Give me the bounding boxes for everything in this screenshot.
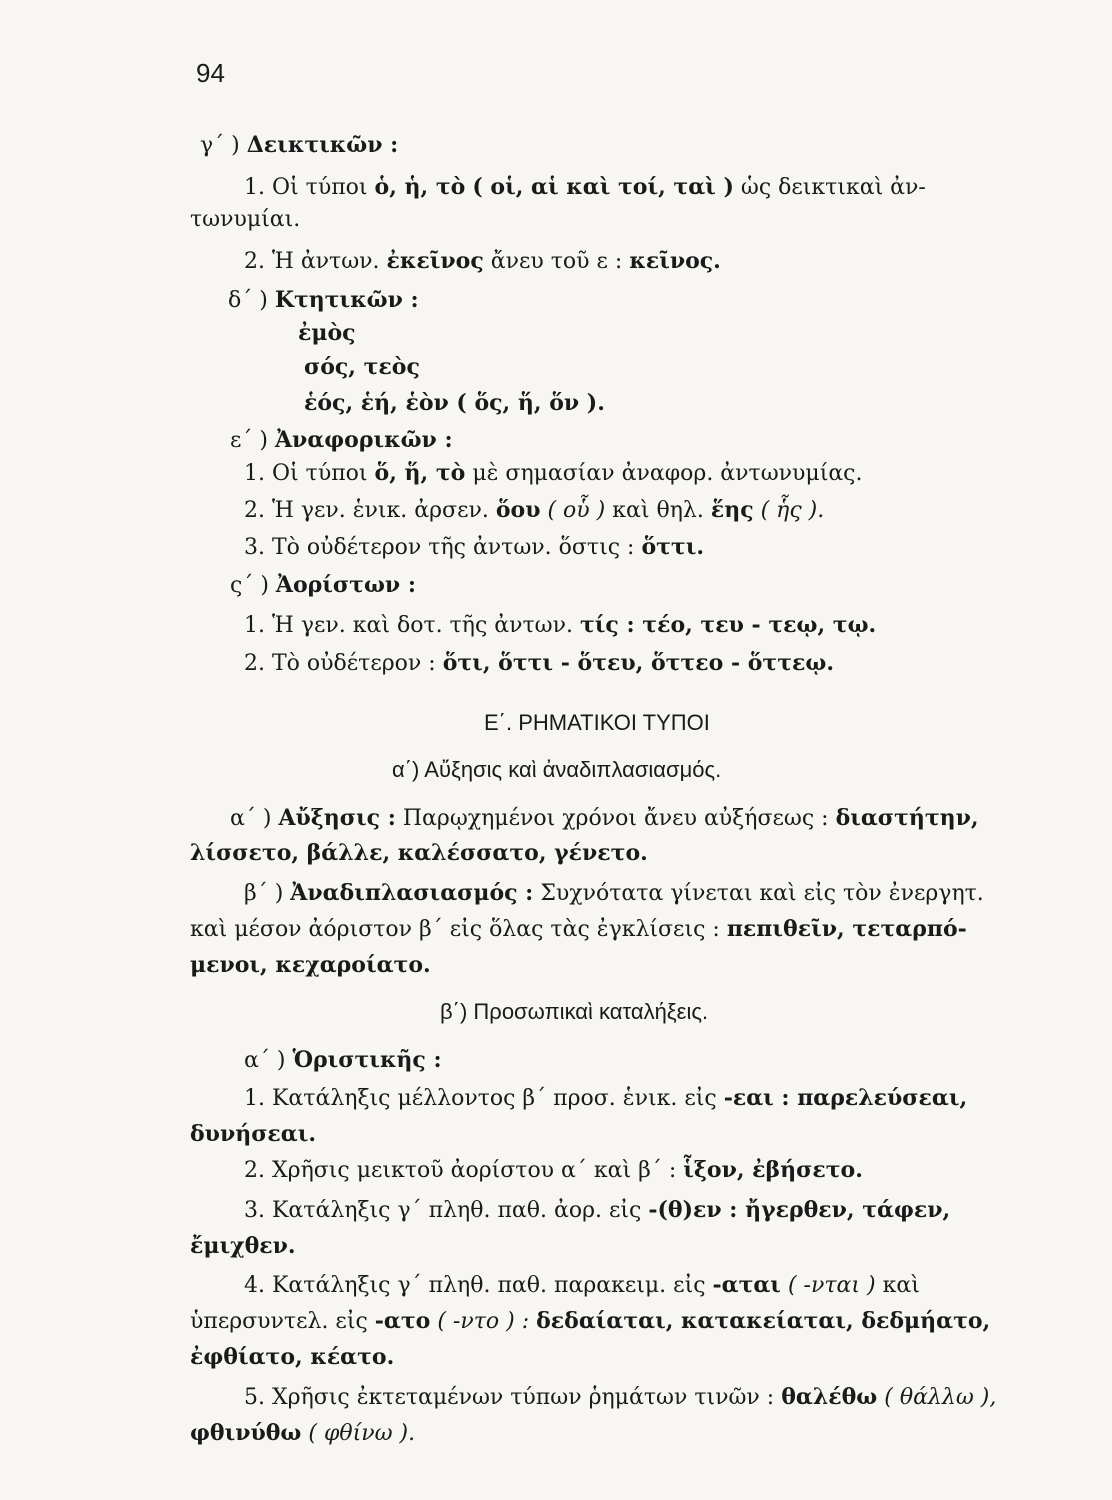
text: καὶ μέσον ἀόριστον β΄ εἰς ὅλας τὰς ἐγκλίσεις : xyxy=(190,917,720,942)
augment-line-1 xyxy=(230,803,979,834)
text: Κατάληξις γ΄ πληθ. παθ. παρακειμ. εἰς xyxy=(272,1273,706,1298)
bold-forms: ὅτι, ὅττι - ὅτευ, ὅττεο - ὅττεῳ. xyxy=(442,650,834,676)
text: Κατάληξις μέλλοντος β΄ προσ. ἑνικ. εἰς xyxy=(272,1086,717,1111)
text: Χρῆσις μεικτοῦ ἀορίστου α΄ καὶ β΄ : xyxy=(272,1158,677,1183)
bold-word: πεπιθεῖν, τεταρπό- xyxy=(726,916,967,942)
bold-word: -ατο xyxy=(374,1308,431,1334)
text: Οἱ τύποι xyxy=(272,175,368,200)
delta-title: Κτητικῶν : xyxy=(274,287,419,313)
epsilon-label: ε΄ ) xyxy=(230,428,268,453)
item-number: 2. xyxy=(244,249,265,274)
stigma-item-1 xyxy=(244,610,876,641)
bold-word: δεδαίαται, κατακείαται, δεδμήατο, xyxy=(536,1308,991,1334)
stigma-heading xyxy=(230,570,416,601)
item-number: 3. xyxy=(244,1198,265,1223)
item-number: 2. xyxy=(244,651,265,676)
bold-word: διαστήτην, xyxy=(835,805,979,831)
text: καὶ θηλ. xyxy=(612,498,704,523)
bold-forms: ὁ, ἡ, τὸ xyxy=(374,174,466,200)
epsilon-item-3 xyxy=(244,532,704,563)
indicative-item-4-cont xyxy=(190,1306,990,1337)
italic-gloss: ( -νται ) xyxy=(787,1273,876,1298)
italic-gloss: ( θάλλω ), xyxy=(884,1385,997,1410)
bold-word: -εαι : παρελεύσεαι, xyxy=(723,1085,968,1111)
bold-word: ἕης xyxy=(710,497,754,523)
indicative-item-4 xyxy=(244,1270,920,1301)
gamma-item-1-cont: τωνυμίαι. xyxy=(190,207,301,232)
item-number: 1. xyxy=(244,175,265,200)
delta-label: δ΄ ) xyxy=(228,288,268,313)
gamma-heading xyxy=(200,130,398,161)
epsilon-item-2 xyxy=(244,495,824,526)
text: ὡς δεικτικαὶ ἀν- xyxy=(740,175,926,200)
item-number: 1. xyxy=(244,613,265,638)
epsilon-title: Ἀναφορικῶν : xyxy=(274,427,453,453)
item-number: 2. xyxy=(244,1158,265,1183)
item-number: 1. xyxy=(244,461,265,486)
bold-word: -αται xyxy=(712,1272,781,1298)
indicative-item-3-cont: ἔμιχθεν. xyxy=(190,1233,296,1259)
augment-line-2: λίσσετο, βάλλε, καλέσσατο, γένετο. xyxy=(190,840,648,866)
delta-heading xyxy=(228,285,419,316)
subsection-title-1: α΄) Αὔξησις καὶ ἀναδιπλασιασμός. xyxy=(392,757,722,782)
epsilon-heading xyxy=(230,425,453,456)
italic-gloss: ( φθίνω ). xyxy=(308,1421,416,1446)
delta-form-3: ἑός, ἑή, ἑὸν ( ὅς, ἥ, ὅν ). xyxy=(304,390,605,416)
indicative-item-3 xyxy=(244,1195,950,1226)
stigma-label: ς΄ ) xyxy=(230,573,269,598)
gamma-label: γ΄ ) xyxy=(200,133,240,158)
text: καὶ xyxy=(882,1273,920,1298)
text: Ἡ ἀντων. xyxy=(272,249,380,274)
bold-word: θαλέθω xyxy=(781,1384,878,1410)
bold-word: ὅου xyxy=(495,497,541,523)
subsection-title-2: β΄) Προσωπικαὶ καταλήξεις. xyxy=(440,999,709,1024)
item-number: 1. xyxy=(244,1086,265,1111)
gamma-title: Δεικτικῶν : xyxy=(246,132,399,158)
text: Ἡ γεν. καὶ δοτ. τῆς ἀντων. xyxy=(272,613,573,638)
term: Αὔξησις : xyxy=(278,805,396,831)
item-number: 2. xyxy=(244,498,265,523)
redup-line-1 xyxy=(244,878,984,909)
indicative-heading xyxy=(244,1045,442,1076)
redup-line-2 xyxy=(190,914,967,945)
bold-word: ἐκεῖνος xyxy=(386,248,484,274)
indicative-item-5-cont xyxy=(190,1418,415,1449)
gamma-item-2 xyxy=(244,246,721,277)
indicative-item-2 xyxy=(244,1155,863,1186)
bold-word: φθινύθω xyxy=(190,1420,302,1446)
section-title: Ε΄. ΡΗΜΑΤΙΚΟΙ ΤΥΠΟΙ xyxy=(484,710,710,735)
italic-gloss: ( οὗ ) xyxy=(547,498,606,523)
gamma-item-1 xyxy=(244,172,926,203)
bold-word: -(θ)εν : ἤγερθεν, τάφεν, xyxy=(648,1197,951,1223)
label: β΄ ) xyxy=(244,881,284,906)
page-number: 94 xyxy=(196,58,225,88)
redup-line-3: μενοι, κεχαροίατο. xyxy=(190,952,431,978)
epsilon-item-1 xyxy=(244,458,862,489)
bold-forms: τίς : τέο, τευ - τεῳ, τῳ. xyxy=(579,612,877,638)
indicative-item-5 xyxy=(244,1382,996,1413)
bold-word: κεῖνος. xyxy=(629,248,721,274)
label: α΄ ) xyxy=(230,806,272,831)
text: μὲ σημασίαν ἀναφορ. ἀντωνυμίας. xyxy=(472,461,863,486)
item-number: 3. xyxy=(244,535,265,560)
delta-form-2: σός, τεὸς xyxy=(304,354,420,380)
bold-forms: ὅ, ἥ, τὸ xyxy=(374,460,466,486)
label: α΄ ) xyxy=(244,1048,286,1073)
text: Κατάληξις γ΄ πληθ. παθ. ἀορ. εἰς xyxy=(272,1198,642,1223)
item-number: 4. xyxy=(244,1273,265,1298)
text: Τὸ οὐδέτερον τῆς ἀντων. ὅστις : xyxy=(272,535,635,560)
text: Συχνότατα γίνεται καὶ εἰς τὸν ἐνεργητ. xyxy=(540,881,984,906)
stigma-item-2 xyxy=(244,648,834,679)
text: Τὸ οὐδέτερον : xyxy=(272,651,436,676)
item-number: 5. xyxy=(244,1385,265,1410)
stigma-title: Ἀορίστων : xyxy=(275,572,416,598)
text: ὑπερσυντελ. εἰς xyxy=(190,1309,368,1334)
indicative-item-1 xyxy=(244,1083,967,1114)
italic-gloss: ( -ντο ) : xyxy=(437,1309,530,1334)
text: Χρῆσις ἐκτεταμένων τύπων ῥημάτων τινῶν : xyxy=(272,1385,775,1410)
term: Ἀναδιπλασιασμός : xyxy=(290,880,534,906)
delta-form-1: ἐμὸς xyxy=(298,320,356,346)
term: Ὁριστικῆς : xyxy=(292,1047,442,1073)
text: Παρῳχημένοι χρόνοι ἄνευ αὐξήσεως : xyxy=(402,806,829,831)
bold-word: ἷξον, ἐβήσετο. xyxy=(683,1157,863,1183)
text: Ἡ γεν. ἑνικ. ἀρσεν. xyxy=(272,498,489,523)
bold-word: ὅττι. xyxy=(641,534,705,560)
italic-gloss: ( ἧς ). xyxy=(760,498,825,523)
text: ἄνευ τοῦ ε : xyxy=(490,249,623,274)
indicative-item-4-cont2: ἐφθίατο, κέατο. xyxy=(190,1344,395,1370)
bold-forms: ( οἱ, αἱ καὶ τοί, ταὶ ) xyxy=(472,174,734,200)
indicative-item-1-cont: δυνήσεαι. xyxy=(190,1121,317,1147)
text: Οἱ τύποι xyxy=(272,461,368,486)
